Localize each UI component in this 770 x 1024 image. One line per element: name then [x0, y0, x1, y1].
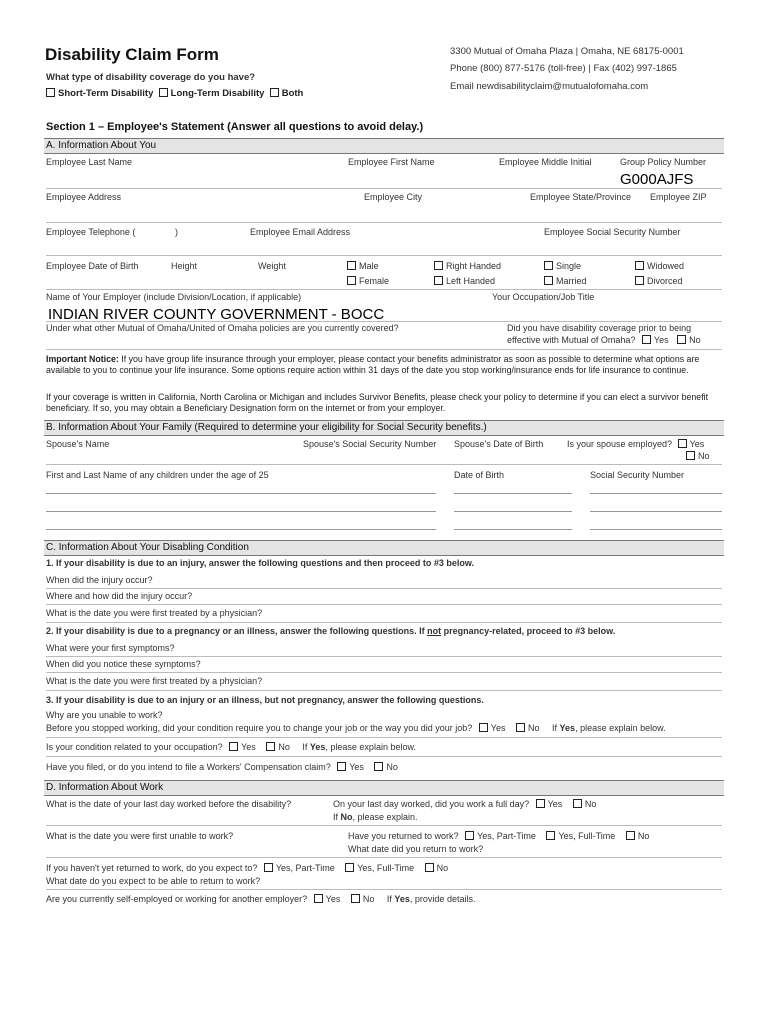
section-b-header — [44, 420, 724, 436]
single-checkbox[interactable] — [544, 261, 553, 270]
child-name-line[interactable] — [46, 529, 436, 530]
no-label: No — [436, 863, 449, 873]
dob-label: Employee Date of Birth — [46, 261, 139, 271]
survivor-notice: If your coverage is written in California, North Carolina or Michigan and includes Survivor Benefits, please check your policy to determine if you can elect a survivor benefit beneficiary. If so, you may obtain a Beneficiary Designation form on the internet or from your employer. — [46, 392, 709, 413]
row-divider — [46, 464, 722, 465]
row-divider — [46, 672, 722, 673]
right-handed-option[interactable] — [434, 261, 501, 271]
row-divider — [46, 188, 722, 189]
expect-return-question — [46, 863, 448, 873]
married-checkbox[interactable] — [544, 276, 553, 285]
single-option[interactable] — [544, 261, 581, 271]
no-label: No — [637, 831, 650, 841]
group-policy-label: Group Policy Number — [620, 157, 707, 167]
first-symptoms-label: What were your first symptoms? — [46, 643, 175, 653]
part-time-label: Yes, Part-Time — [477, 831, 536, 841]
change-job-question — [46, 723, 666, 733]
company-phone: Phone (800) 877-5176 (toll-free) | Fax (402) 997-1865 — [450, 63, 677, 74]
explain-text: , please explain. — [352, 812, 418, 822]
employer-label: Name of Your Employer (include Division/Location, if applicable) — [46, 292, 302, 302]
row-divider — [46, 222, 722, 223]
long-term-checkbox[interactable] — [159, 88, 168, 97]
male-checkbox[interactable] — [347, 261, 356, 270]
section-a-title: A. Information About You — [46, 140, 157, 151]
city-label: Employee City — [364, 192, 423, 202]
change-job-no-checkbox[interactable] — [516, 723, 525, 732]
prior-coverage-line2 — [507, 335, 701, 345]
section-c-header — [44, 540, 724, 556]
section-b-title: B. Information About Your Family (Required to determine your eligibility for Social Security benefits.) — [46, 422, 487, 433]
occupation-related-no-checkbox[interactable] — [266, 742, 275, 751]
if-no-text: No — [340, 812, 353, 822]
injury-treated-label: What is the date you were first treated by a physician? — [46, 608, 263, 618]
weight-label: Weight — [258, 261, 286, 271]
email-label: Employee Email Address — [250, 227, 351, 237]
row-divider — [46, 604, 722, 605]
occupation-related-text: Is your condition related to your occupation? — [46, 742, 223, 752]
row-divider — [46, 825, 722, 826]
row-divider — [46, 889, 722, 890]
child-ssn-line[interactable] — [590, 529, 722, 530]
child-name-line[interactable] — [46, 493, 436, 494]
form-title: Disability Claim Form — [45, 45, 219, 64]
child-dob-line[interactable] — [454, 511, 572, 512]
occupation-related-question — [46, 742, 416, 752]
change-job-text: Before you stopped working, did your condition require you to change your job or the way you did your job? — [46, 723, 473, 733]
self-employed-text: Are you currently self-employed or working for another employer? — [46, 894, 308, 904]
yes-label: Yes — [325, 894, 341, 904]
short-term-checkbox[interactable] — [46, 88, 55, 97]
spouse-dob-label: Spouse's Date of Birth — [454, 439, 544, 449]
details-text: , provide details. — [409, 894, 476, 904]
spouse-employed-no[interactable] — [686, 451, 710, 461]
occupation-related-explain — [302, 742, 416, 752]
injury-how-label: Where and how did the injury occur? — [46, 591, 193, 601]
c-question-3: 3. If your disability is due to an injury or an illness, but not pregnancy, answer the following questions. — [46, 695, 484, 705]
row-divider — [46, 857, 722, 858]
no-label: No — [689, 335, 701, 345]
short-term-label: Short-Term Disability — [58, 88, 154, 99]
middle-initial-label: Employee Middle Initial — [499, 157, 592, 167]
explain-text: , please explain below. — [325, 742, 416, 752]
expect-full-time-checkbox[interactable] — [345, 863, 354, 872]
child-ssn-line[interactable] — [590, 493, 722, 494]
prior-coverage-text: effective with Mutual of Omaha? — [507, 335, 636, 345]
telephone-label: Employee Telephone ( — [46, 227, 136, 237]
return-date-label: What date did you return to work? — [348, 844, 484, 854]
full-day-question — [333, 799, 596, 809]
workers-comp-question — [46, 762, 398, 772]
prior-coverage-line1: Did you have disability coverage prior to being — [507, 323, 692, 333]
full-day-explain — [333, 812, 418, 822]
yes-label: Yes — [547, 799, 563, 809]
notice-symptoms-label: When did you notice these symptoms? — [46, 659, 201, 669]
returned-part-time-checkbox[interactable] — [465, 831, 474, 840]
long-term-label: Long-Term Disability — [170, 88, 265, 99]
both-checkbox[interactable] — [270, 88, 279, 97]
row-divider — [46, 690, 722, 691]
full-day-text: On your last day worked, did you work a full day? — [333, 799, 530, 809]
if-yes-text: Yes — [559, 723, 576, 733]
prior-coverage-no-checkbox[interactable] — [677, 335, 686, 344]
if-text: If — [302, 742, 310, 752]
child-ssn-line[interactable] — [590, 511, 722, 512]
returned-question — [348, 831, 649, 841]
male-label: Male — [359, 261, 379, 271]
explain-text: , please explain below. — [575, 723, 666, 733]
child-ssn-label: Social Security Number — [590, 470, 685, 480]
state-label: Employee State/Province — [530, 192, 632, 202]
if-text: If — [386, 894, 395, 904]
married-option[interactable] — [544, 276, 587, 286]
row-divider — [46, 622, 722, 623]
if-text: If — [552, 723, 560, 733]
important-notice — [46, 354, 722, 376]
full-day-no-checkbox[interactable] — [573, 799, 582, 808]
height-label: Height — [171, 261, 198, 271]
injury-when-label: When did the injury occur? — [46, 575, 153, 585]
child-dob-label: Date of Birth — [454, 470, 505, 480]
yes-label: Yes — [349, 762, 364, 772]
occupation-label: Your Occupation/Job Title — [492, 292, 595, 302]
widowed-label: Widowed — [647, 261, 685, 271]
section-d-title: D. Information About Work — [46, 782, 164, 793]
no-label: No — [278, 742, 290, 752]
single-label: Single — [556, 261, 582, 271]
yes-label: Yes — [653, 335, 669, 345]
row-divider — [46, 588, 722, 589]
last-name-label: Employee Last Name — [46, 157, 133, 167]
part-time-label: Yes, Part-Time — [275, 863, 335, 873]
both-label: Both — [281, 88, 304, 99]
zip-label: Employee ZIP — [650, 192, 707, 202]
ssn-label: Employee Social Security Number — [544, 227, 681, 237]
q2-text-not: not — [427, 626, 442, 636]
child-dob-line[interactable] — [454, 493, 572, 494]
illness-treated-label: What is the date you were first treated by a physician? — [46, 676, 263, 686]
self-employed-no-checkbox[interactable] — [351, 894, 360, 903]
expect-return-text: If you haven't yet returned to work, do you expect to? — [46, 863, 258, 873]
section-c-title: C. Information About Your Disabling Condition — [46, 542, 249, 553]
coverage-options — [46, 88, 303, 99]
returned-no-checkbox[interactable] — [626, 831, 635, 840]
self-employed-yes-checkbox[interactable] — [314, 894, 323, 903]
right-handed-checkbox[interactable] — [434, 261, 443, 270]
group-policy-value[interactable]: G000AJFS — [620, 171, 694, 188]
left-handed-checkbox[interactable] — [434, 276, 443, 285]
married-label: Married — [556, 276, 587, 286]
spouse-employed-yes-checkbox[interactable] — [678, 439, 687, 448]
important-notice-text: If you have group life insurance through your employer, please contact your benefits administrator as soon as possible to determine what options are available to you to continue your life insurance. Some options require action within 31 days of the date you stop working/insurance ends for life insurance to continue. — [46, 354, 700, 375]
no-label: No — [584, 799, 597, 809]
telephone-paren: ) — [175, 227, 178, 237]
spouse-employed-text: Is your spouse employed? — [567, 439, 673, 449]
employer-value[interactable]: INDIAN RIVER COUNTY GOVERNMENT - BOCC — [48, 306, 385, 323]
full-time-label: Yes, Full-Time — [558, 831, 616, 841]
returned-text: Have you returned to work? — [348, 831, 459, 841]
spouse-name-label: Spouse's Name — [46, 439, 110, 449]
yes-label: Yes — [490, 723, 506, 733]
yes-label: Yes — [241, 742, 256, 752]
row-divider — [46, 289, 722, 290]
c-question-1: 1. If your disability is due to an injury, answer the following questions and then proceed to #3 below. — [46, 558, 475, 568]
first-name-label: Employee First Name — [348, 157, 435, 167]
company-email: Email newdisabilityclaim@mutualofomaha.com — [450, 81, 649, 92]
divorced-label: Divorced — [647, 276, 683, 286]
occupation-related-yes-checkbox[interactable] — [229, 742, 238, 751]
female-option[interactable] — [347, 276, 389, 286]
prior-coverage-yes-checkbox[interactable] — [642, 335, 651, 344]
q2-text-a: 2. If your disability is due to a pregnancy or an illness, answer the following questions. If — [46, 626, 428, 636]
female-checkbox[interactable] — [347, 276, 356, 285]
other-policies-label: Under what other Mutual of Omaha/United of Omaha policies are you currently covered? — [46, 323, 399, 333]
self-employed-explain — [387, 894, 476, 904]
left-handed-option[interactable] — [434, 276, 495, 286]
unable-work-label: Why are you unable to work? — [46, 710, 163, 720]
spouse-ssn-label: Spouse's Social Security Number — [303, 439, 437, 449]
no-label: No — [698, 451, 710, 461]
section1-title: Section 1 – Employee's Statement (Answer all questions to avoid delay.) — [46, 121, 424, 133]
spouse-employed-no-checkbox[interactable] — [686, 451, 695, 460]
no-label: No — [362, 894, 375, 904]
spouse-employed-label — [567, 439, 704, 449]
expect-no-checkbox[interactable] — [425, 863, 434, 872]
if-text: If — [333, 812, 341, 822]
left-handed-label: Left Handed — [446, 276, 496, 286]
widowed-checkbox[interactable] — [635, 261, 644, 270]
right-handed-label: Right Handed — [446, 261, 502, 271]
c-question-2 — [46, 626, 615, 636]
if-yes-text: Yes — [309, 742, 326, 752]
male-option[interactable] — [347, 261, 379, 271]
returned-full-time-checkbox[interactable] — [546, 831, 555, 840]
expect-date-label: What date do you expect to be able to return to work? — [46, 876, 261, 886]
full-day-yes-checkbox[interactable] — [536, 799, 545, 808]
self-employed-question — [46, 894, 475, 904]
section-a-header — [44, 138, 724, 154]
row-divider — [46, 656, 722, 657]
row-divider — [46, 349, 722, 350]
change-job-yes-checkbox[interactable] — [479, 723, 488, 732]
important-notice-heading: Important Notice: — [46, 354, 119, 364]
divorced-option[interactable] — [635, 276, 683, 286]
divorced-checkbox[interactable] — [635, 276, 644, 285]
full-time-label: Yes, Full-Time — [357, 863, 415, 873]
q2-text-b: pregnancy-related, proceed to #3 below. — [441, 626, 616, 636]
address-label: Employee Address — [46, 192, 122, 202]
workers-comp-no-checkbox[interactable] — [374, 762, 383, 771]
no-label: No — [527, 723, 540, 733]
row-divider — [46, 321, 722, 322]
change-job-explain — [552, 723, 666, 733]
workers-comp-text: Have you filed, or do you intend to file a Workers' Compensation claim? — [46, 762, 331, 772]
child-name-line[interactable] — [46, 511, 436, 512]
company-address: 3300 Mutual of Omaha Plaza | Omaha, NE 68175-0001 — [450, 46, 684, 57]
row-divider — [46, 737, 722, 738]
row-divider — [46, 255, 722, 256]
widowed-option[interactable] — [635, 261, 684, 271]
female-label: Female — [359, 276, 390, 286]
coverage-question: What type of disability coverage do you have? — [46, 72, 256, 83]
if-yes-text: Yes — [394, 894, 410, 904]
row-divider — [46, 756, 722, 757]
expect-part-time-checkbox[interactable] — [264, 863, 273, 872]
section-d-header — [44, 780, 724, 796]
child-dob-line[interactable] — [454, 529, 572, 530]
first-unable-label: What is the date you were first unable to work? — [46, 831, 234, 841]
yes-label: Yes — [689, 439, 705, 449]
children-label: First and Last Name of any children under the age of 25 — [46, 470, 269, 480]
last-day-label: What is the date of your last day worked before the disability? — [46, 799, 292, 809]
workers-comp-yes-checkbox[interactable] — [337, 762, 346, 771]
no-label: No — [386, 762, 398, 772]
